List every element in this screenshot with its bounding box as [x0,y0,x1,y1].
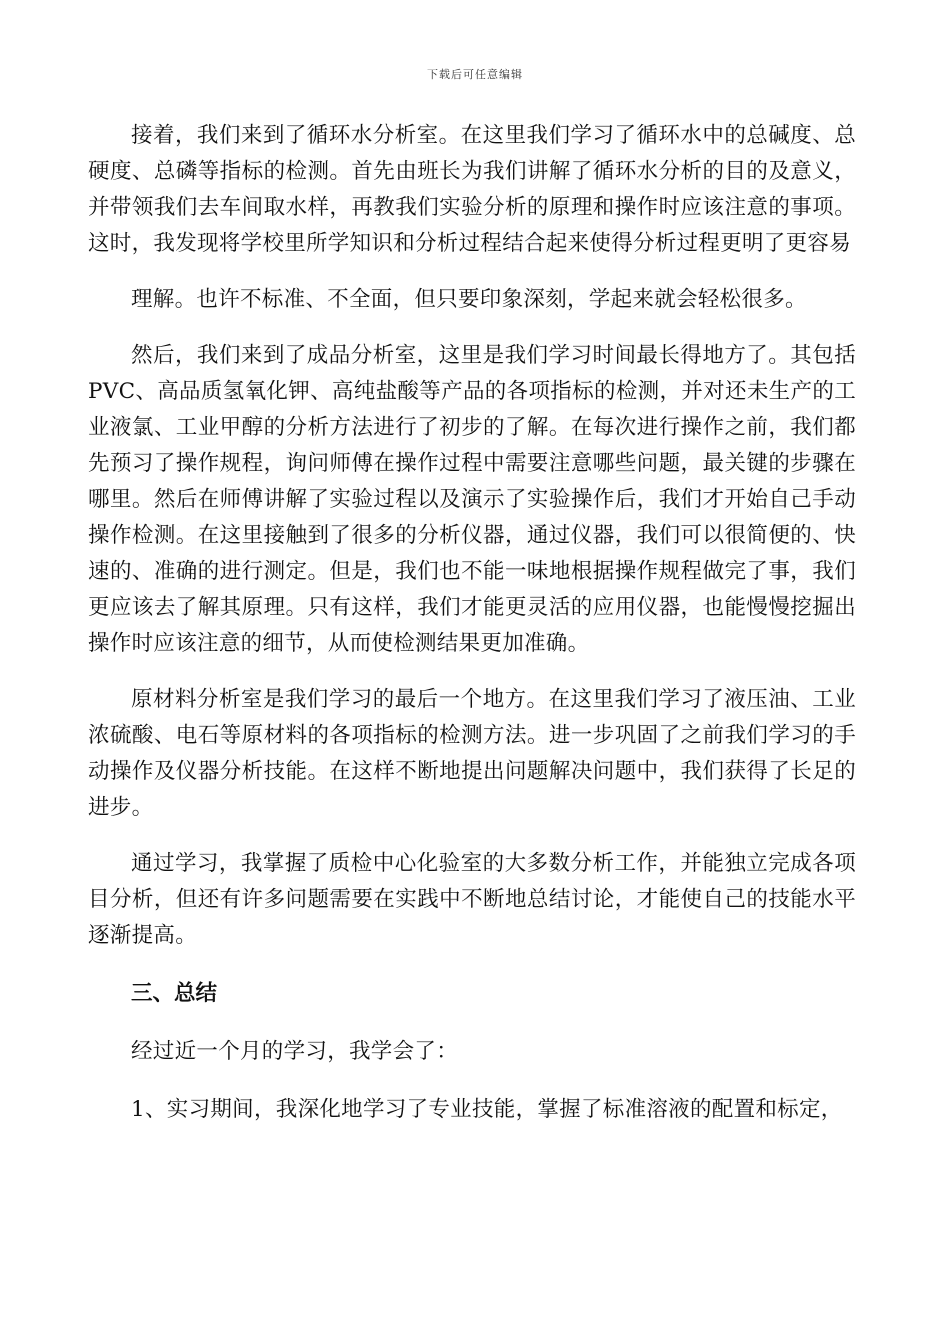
page-header-note: 下载后可任意编辑 [427,68,523,81]
summary-intro: 经过近一个月的学习，我学会了： [131,1039,459,1064]
paragraph-circulating-water: 接着，我们来到了循环水分析室。在这里我们学习了循环水中的总碱度、总硬度、总磷等指标的检测。首先由班长为我们讲解了循环水分析的目的及意义，并带领我们去车间取水样，再教我们实验分析的原理和操作时应该注意的事项。这时，我发现将学校里所学知识和分析过程结合起来使得分析过程更明了更容易 [88,123,856,256]
document-body [88,118,856,1128]
paragraph-understanding: 理解。也许不标准、不全面，但只要印象深刻，学起来就会轻松很多。 [131,287,807,312]
paragraph-finished-product: 然后，我们来到了成品分析室，这里是我们学习时间最长得地方了。其包括PVC、高品质氢氧化钾、高纯盐酸等产品的各项指标的检测，并对还未生产的工业液氯、工业甲醇的分析方法进行了初步的了解。在每次进行操作之前，我们都先预习了操作规程，询问师傅在操作过程中需要注意哪些问题，最关键的步骤在哪里。然后在师傅讲解了实验过程以及演示了实验操作后，我们才开始自己手动操作检测。在这里接触到了很多的分析仪器，通过仪器，我们可以很简便的、快速的、准确的进行测定。但是，我们也不能一味地根据操作规程做完了事，我们更应该去了解其原理。只有这样，我们才能更灵活的应用仪器，也能慢慢挖掘出操作时应该注意的细节，从而使检测结果更加准确。 [88,343,856,656]
section-heading-summary: 三、总结 [131,981,218,1006]
summary-item: 1、实习期间，我深化地学习了专业技能，掌握了标准溶液的配置和标定， [131,1097,843,1122]
paragraph-learning-outcome: 通过学习，我掌握了质检中心化验室的大多数分析工作，并能独立完成各项目分析，但还有许多问题需要在实践中不断地总结讨论，才能使自己的技能水平逐渐提高。 [88,851,856,948]
paragraph-raw-material: 原材料分析室是我们学习的最后一个地方。在这里我们学习了液压油、工业浓硫酸、电石等原材料的各项指标的检测方法。进一步巩固了之前我们学习的手动操作及仪器分析技能。在这样不断地提出问题解决问题中，我们获得了长足的进步。 [88,687,856,820]
